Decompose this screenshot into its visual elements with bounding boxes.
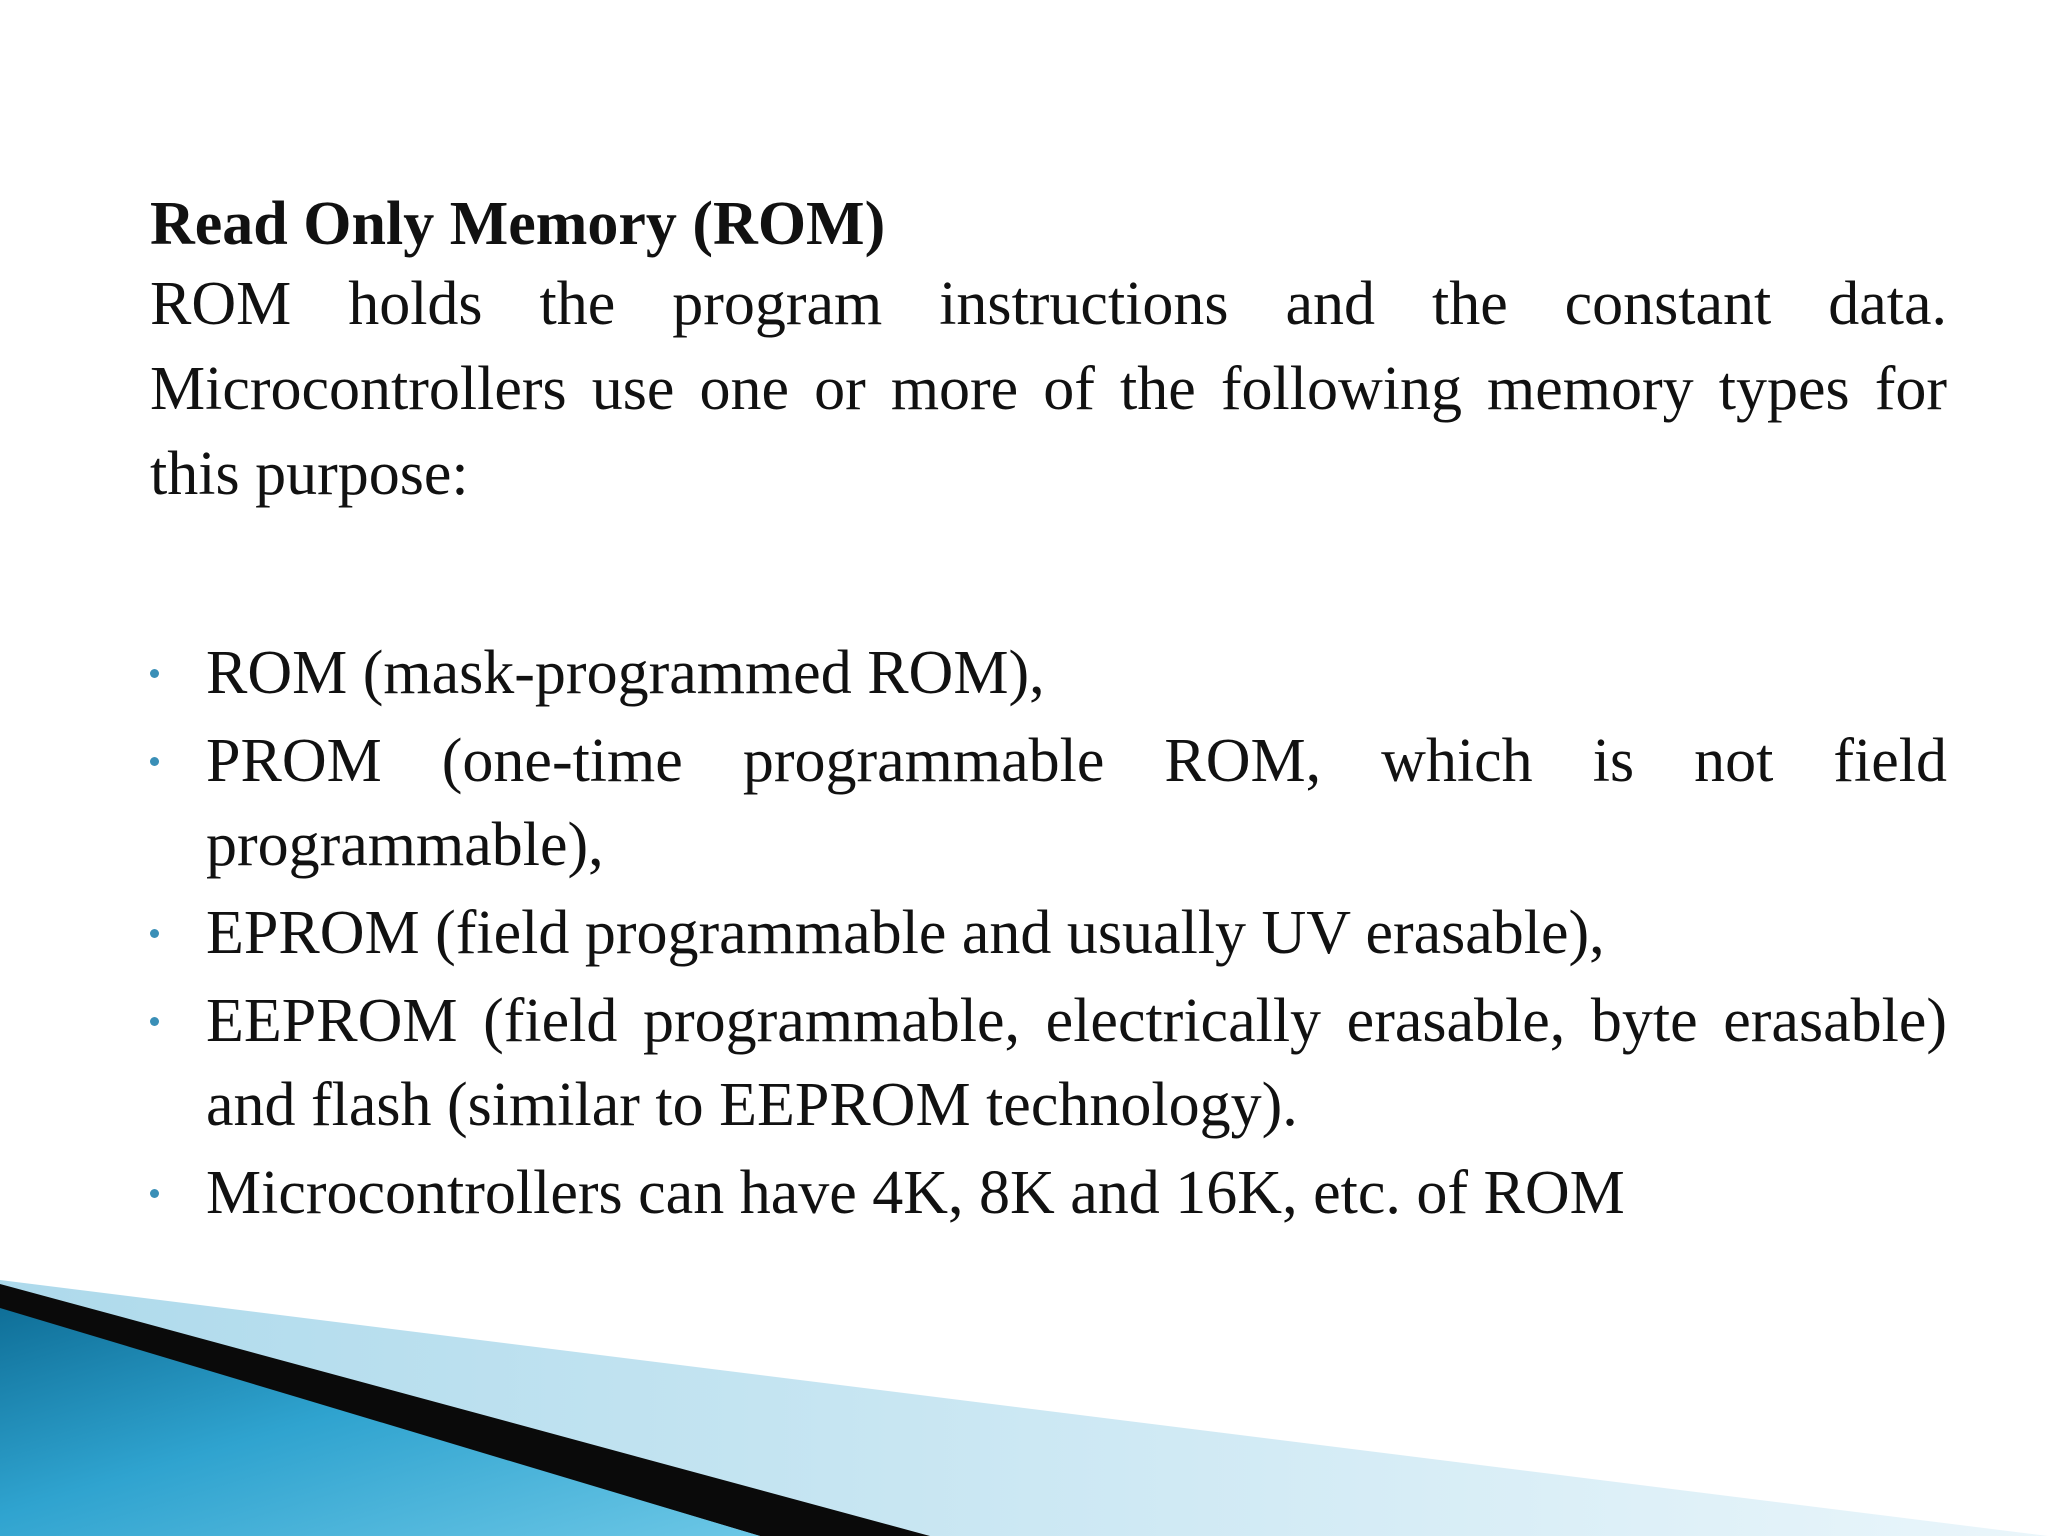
list-item xyxy=(150,631,1947,715)
bullet-icon xyxy=(150,1189,159,1198)
list-item xyxy=(150,891,1947,975)
bullet-icon xyxy=(150,929,159,938)
list-item-text: EPROM (field programmable and usually UV erasable), xyxy=(206,899,1605,967)
slide-body xyxy=(150,186,1947,517)
list-item-text: EEPROM (field programmable, electrically erasable, byte erasable) and flash (similar to EEPROM technology). xyxy=(206,987,1947,1139)
slide-footer-decoration xyxy=(0,1280,2048,1536)
list-item-text: Microcontrollers can have 4K, 8K and 16K, etc. of ROM xyxy=(206,1159,1625,1227)
bullet-icon xyxy=(150,1017,159,1026)
list-item-text: ROM (mask-programmed ROM), xyxy=(206,639,1045,707)
bullet-icon xyxy=(150,669,159,678)
list-item xyxy=(150,1151,1947,1235)
list-item-text: PROM (one-time programmable ROM, which is not field programmable), xyxy=(206,727,1947,879)
list-item xyxy=(150,979,1947,1147)
slide-heading: Read Only Memory (ROM) xyxy=(150,190,886,258)
intro-paragraph: ROM holds the program instructions and the constant data. Microcontrollers use one or more of the following memory types for this purpose: xyxy=(150,270,1947,508)
memory-types-list xyxy=(150,631,1947,1239)
bullet-icon xyxy=(150,757,159,766)
list-item xyxy=(150,719,1947,887)
